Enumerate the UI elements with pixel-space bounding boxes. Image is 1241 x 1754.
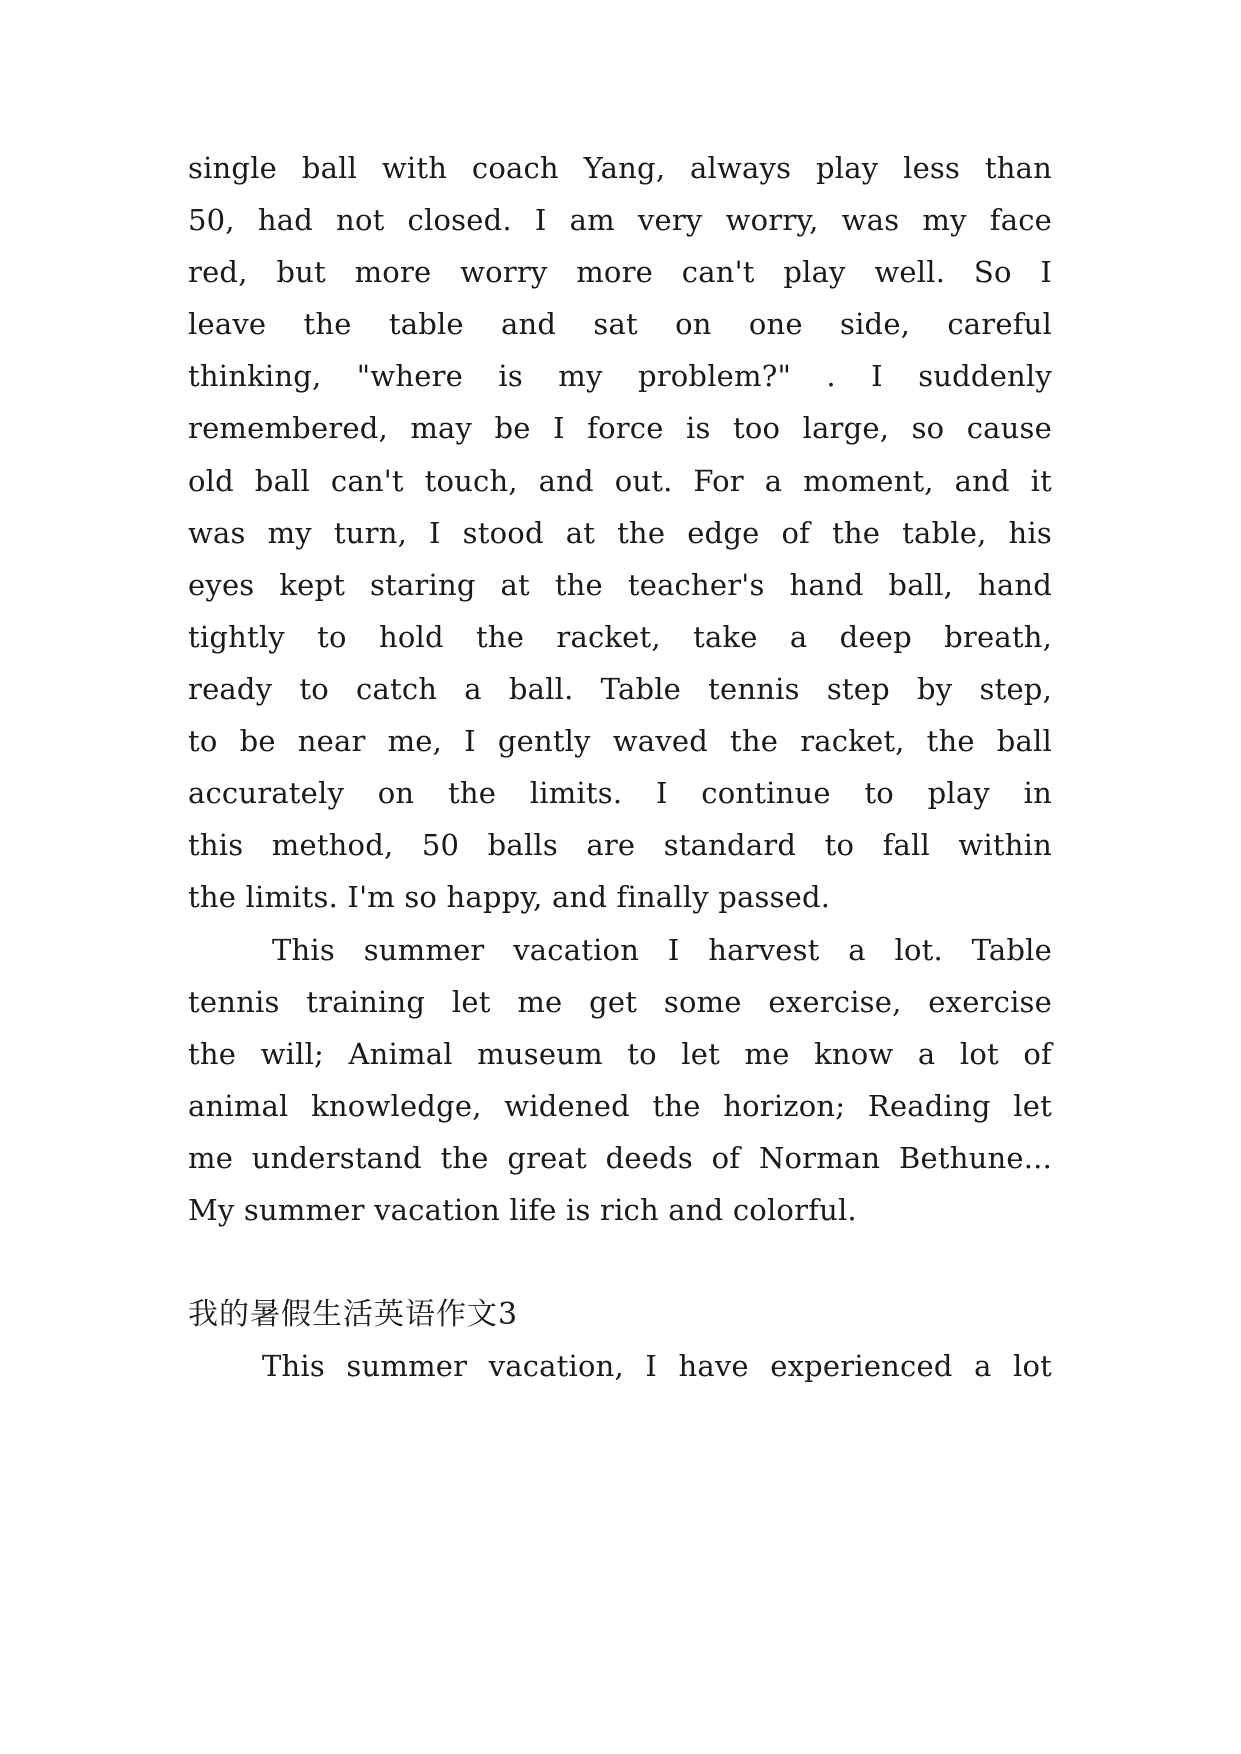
paragraph-line: accurately on the limits. I continue to play in <box>188 776 1052 810</box>
paragraph-line: old ball can't touch, and out. For a moment, and it <box>188 464 1052 498</box>
conclusion-line: animal knowledge, widened the horizon; Reading let <box>188 1089 1052 1123</box>
paragraph-line: red, but more worry more can't play well. So I <box>188 255 1052 289</box>
conclusion-line: My summer vacation life is rich and colorful. <box>188 1193 857 1227</box>
paragraph-line: thinking, "where is my problem?" . I suddenly <box>188 359 1052 393</box>
paragraph-line: single ball with coach Yang, always play less than <box>188 151 1052 185</box>
paragraph-line: to be near me, I gently waved the racket, the ball <box>188 724 1052 758</box>
paragraph-line: remembered, may be I force is too large, so cause <box>188 411 1052 445</box>
conclusion-line: me understand the great deeds of Norman Bethune... <box>188 1141 1052 1175</box>
conclusion-line: the will; Animal museum to let me know a lot of <box>188 1037 1052 1071</box>
paragraph-line: leave the table and sat on one side, careful <box>188 307 1052 341</box>
paragraph-line: tightly to hold the racket, take a deep breath, <box>188 620 1052 654</box>
conclusion-line: This summer vacation I harvest a lot. Table <box>272 933 1052 967</box>
essay-heading: 我的暑假生活英语作文3 <box>188 1297 519 1332</box>
paragraph-line: was my turn, I stood at the edge of the table, his <box>188 516 1052 550</box>
essay-first-line: This summer vacation, I have experienced a lot <box>262 1349 1052 1383</box>
paragraph-line: eyes kept staring at the teacher's hand ball, hand <box>188 568 1052 602</box>
paragraph-line: the limits. I'm so happy, and finally passed. <box>188 880 831 914</box>
paragraph-line: ready to catch a ball. Table tennis step by step, <box>188 672 1052 706</box>
paragraph-line: 50, had not closed. I am very worry, was my face <box>188 203 1052 237</box>
paragraph-line: this method, 50 balls are standard to fall within <box>188 828 1052 862</box>
conclusion-line: tennis training let me get some exercise, exercise <box>188 985 1052 1019</box>
